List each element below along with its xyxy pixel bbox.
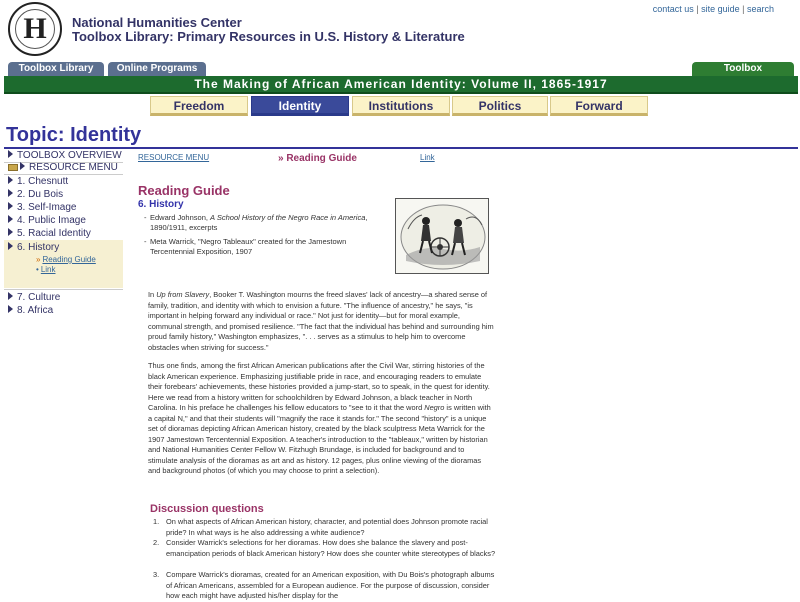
- sidebar-item-label: 4. Public Image: [17, 215, 86, 226]
- seal-letter: H: [23, 12, 47, 45]
- sidebar: [4, 149, 123, 600]
- paragraph-text: , Booker T. Washington mourns the freed slaves' lack of ancestry—a shared sense of family, tradition, and identity with which to envision a future. "The influence of ancestry," he says, "is important in helping forward any individual or race." Not just for identity—but for moral example, communal strength, and promised resilience. "The fact that the individual has behind and surrounding him proud family history," Washington emphasizes, ". . . serves as a stimulus to help him to overcome obstacles when striving for success.": [148, 290, 494, 352]
- tab-toolbox[interactable]: Toolbox: [692, 62, 794, 76]
- sidebar-subitem-label[interactable]: Reading Guide: [42, 255, 96, 264]
- folder-open-icon: [8, 164, 18, 171]
- org-subtitle[interactable]: Toolbox Library: Primary Resources in U.S. History & Literature: [72, 29, 465, 44]
- tab-identity[interactable]: Identity: [251, 96, 349, 116]
- sidebar-subitem-label[interactable]: Link: [40, 265, 56, 274]
- bullet-dash-icon: -: [144, 213, 147, 222]
- sidebar-item-culture[interactable]: [8, 292, 60, 303]
- body-paragraph: [148, 361, 494, 477]
- top-links: contact us | site guide | search: [652, 4, 774, 14]
- resource-bullet: [144, 213, 370, 233]
- discussion-question: [153, 538, 496, 559]
- discussion-heading: Discussion questions: [150, 503, 264, 515]
- tab-forward[interactable]: Forward: [550, 96, 648, 116]
- triangle-right-icon: [20, 162, 25, 170]
- sidebar-item-label: 3. Self-Image: [17, 202, 77, 213]
- engraving-illustration: [396, 199, 490, 275]
- emphasis-text: Negro: [424, 403, 445, 412]
- section-heading: 6. History: [138, 199, 184, 210]
- bullet-text: Meta Warrick, "Negro Tableaux" created for the Jamestown Tercentennial Exposition, 1907: [150, 237, 347, 256]
- main-content: [130, 149, 800, 600]
- contact-us-link[interactable]: contact us: [652, 4, 694, 14]
- resource-bullet: [144, 237, 370, 257]
- question-number: 2.: [153, 538, 160, 547]
- sidebar-item-label: 5. Racial Identity: [17, 228, 91, 239]
- paragraph-text: Thus one finds, among the first African American publications after the Civil War, stirring histories of the black American experience. Emphasizing justifiable pride in race, and encouraging readers to emulate their forebears' achievements, these histories provided a jump-start, so to speak, in the quest for identity. Here we read from a history written for schoolchildren by Edward Johnson, a black teacher in North Carolina. In his preface he challenges his fellow educators to "see to it that the word: [148, 361, 490, 412]
- humanities-center-seal-logo[interactable]: [8, 2, 62, 56]
- sidebar-subitem-link[interactable]: [36, 265, 56, 274]
- triangle-right-icon: [8, 305, 13, 313]
- reading-guide-crumb: » Reading Guide: [278, 153, 357, 164]
- triangle-right-icon: [8, 215, 13, 223]
- sidebar-item-label: RESOURCE MENU: [29, 162, 118, 173]
- triangle-right-icon: [8, 150, 13, 158]
- bullet-icon: •: [36, 265, 39, 274]
- triangle-right-icon: [8, 292, 13, 300]
- question-text: Consider Warrick's selections for her dioramas. How does she balance the slavery and post-emancipation periods of black American history? How does she counter white stereotypes of blacks?: [166, 538, 496, 558]
- resource-menu-link[interactable]: RESOURCE MENU: [138, 153, 210, 162]
- sidebar-divider: [4, 289, 123, 290]
- sidebar-item-label: 1. Chesnutt: [17, 176, 69, 187]
- page-title: Topic: Identity: [6, 124, 142, 146]
- question-number: 3.: [153, 570, 160, 579]
- sidebar-divider: [4, 174, 123, 175]
- sidebar-item-label: 2. Du Bois: [17, 189, 64, 200]
- sidebar-item-public-image[interactable]: [8, 215, 86, 226]
- search-link[interactable]: search: [746, 4, 774, 14]
- sidebar-item-label: 6. History: [17, 242, 60, 253]
- sidebar-item-chesnutt[interactable]: [8, 176, 68, 187]
- sidebar-item-label: 7. Culture: [17, 292, 61, 303]
- org-name[interactable]: National Humanities Center: [72, 15, 242, 30]
- sidebar-item-africa[interactable]: [8, 305, 53, 316]
- triangle-right-icon: [8, 242, 13, 250]
- sidebar-item-resource-menu[interactable]: [8, 162, 118, 173]
- triangle-right-icon: [8, 189, 13, 197]
- sidebar-item-label: TOOLBOX OVERVIEW: [17, 150, 122, 161]
- sidebar-item-du-bois[interactable]: [8, 189, 63, 200]
- link-crumb[interactable]: Link: [420, 153, 435, 162]
- book-title: Up from Slavery: [156, 290, 210, 299]
- question-number: 1.: [153, 517, 160, 526]
- tab-freedom[interactable]: Freedom: [150, 96, 248, 116]
- volume-title: The Making of African American Identity: Volume II, 1865-1917: [194, 77, 608, 91]
- question-text: On what aspects of African American history, character, and potential does Johnson promote racial pride? In what ways is he also addressing a white audience?: [166, 517, 488, 537]
- paragraph-text: is written with a capital N," and that their students will "magnify the race it stands for." The second "history" is a unique set of dioramas depicting African American history, created by the black sculptress Meta Warrick for the 1907 Jamestown Tercentennial Exposition. A teacher's introduction to the "tableaux," written by historian and National Humanities Center Fellow W. Fitzhugh Brundage, is included for background and to stimulate analysis of the dioramas as art and as history. 12 pages, plus online viewing of the dioramas and background photos (of which you may choose to print a selection).: [148, 403, 491, 475]
- tab-politics[interactable]: Politics: [452, 96, 548, 116]
- tab-online-programs[interactable]: Online Programs: [108, 62, 206, 76]
- triangle-right-icon: [8, 176, 13, 184]
- tab-toolbox-library[interactable]: Toolbox Library: [8, 62, 104, 76]
- site-guide-link[interactable]: site guide: [701, 4, 740, 14]
- triangle-right-icon: [8, 202, 13, 210]
- question-text: Compare Warrick's dioramas, created for an American exposition, with Du Bois's photograph albums of African Americans, assembled for a European audience. For the purpose of discussion, consider how each might have adjusted his/her display for the: [166, 570, 495, 600]
- triangle-right-icon: [8, 228, 13, 236]
- sidebar-item-self-image[interactable]: [8, 202, 76, 213]
- bullet-text: , 1890/1911, excerpts: [150, 213, 368, 232]
- bullet-text: Edward Johnson,: [150, 213, 211, 222]
- diorama-illustration[interactable]: [395, 198, 489, 274]
- sidebar-item-label: 8. Africa: [17, 305, 54, 316]
- bullet-dash-icon: -: [144, 237, 147, 246]
- reading-guide-heading: Reading Guide: [138, 183, 230, 198]
- sidebar-item-toolbox-overview[interactable]: [8, 150, 122, 161]
- tab-institutions[interactable]: Institutions: [352, 96, 450, 116]
- intro-paragraph: [148, 290, 494, 353]
- bullet-title: A School History of the Negro Race in America: [210, 213, 366, 222]
- volume-title-bar: [4, 76, 798, 94]
- discussion-question: [153, 570, 496, 602]
- paragraph-text: In: [148, 290, 157, 299]
- sidebar-item-history[interactable]: [8, 242, 59, 253]
- discussion-question: [153, 517, 496, 538]
- sidebar-item-racial-identity[interactable]: [8, 228, 91, 239]
- double-chevron-icon: »: [36, 255, 41, 264]
- site-header: [0, 0, 800, 62]
- sidebar-subitem-reading-guide[interactable]: [36, 255, 96, 264]
